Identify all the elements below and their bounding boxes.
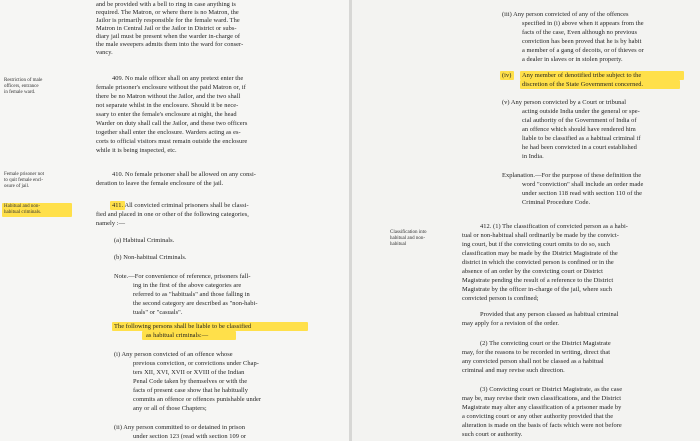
rule-412-1-line: 412. (1) The classification of convicted person as a habi-: [480, 223, 628, 230]
item-iii-line: specified in (i) above when it appears from the: [522, 20, 644, 27]
rule-412-1-line: classification may be made by the District Magistrate of the: [462, 250, 618, 257]
note-line: the second category are described as "non-habi-: [133, 300, 258, 307]
rule-410-line: 410. No female prisoner shall be allowed on any consi-: [112, 171, 256, 178]
margin-note-409: Restriction of male: [4, 78, 43, 83]
rule-412-2-line: (2) The convicting court or the District Magistrate: [480, 340, 611, 347]
item-iv-line: Any member of denotified tribe subject to the: [522, 72, 642, 79]
item-iii-line: a member of a gang of decoits, or of thieves or: [522, 47, 644, 54]
margin-note-410: to quit female encl-: [4, 178, 44, 183]
item-i-line: commits an offence or offences punishable under: [133, 396, 262, 403]
rule-409-line: 409. No male officer shall on any pretext enter the: [112, 75, 244, 82]
top-paragraph-line: and be provided with a bell to ring in case anything is: [96, 1, 236, 8]
proviso-line: Provided that any person classed as habitual criminal: [480, 311, 619, 318]
top-paragraph-line: the male sweepers admits them into the ward for conser-: [96, 41, 244, 48]
note-line: Note.—For convenience of reference, prisoners fall-: [114, 273, 251, 280]
item-i-line: (i) Any person convicted of an offence whose: [114, 351, 233, 358]
item-iv-number: (iv): [502, 72, 512, 79]
rule-412-1-line: Magistrate pending the result of a reference to the District: [462, 277, 614, 284]
rule-412-2-line: may, for the reasons to be recorded in writing, direct that: [462, 349, 611, 356]
item-v-line: he had been convicted in a court established: [522, 144, 637, 151]
rule-412-2-line: any convicted person shall not be classed as a habitual: [462, 358, 604, 365]
rule-409-line: Warder on duty shall call the Jailor, and these two officers: [96, 120, 248, 127]
margin-note-410: osure of jail.: [4, 184, 30, 189]
note-line: referred to as "habituals" and those falling in: [133, 291, 250, 298]
rule-409-line: not separate whilst in the enclosure. Should it be nece-: [96, 102, 239, 109]
margin-note-412: habitual and non-: [390, 236, 425, 241]
item-i-line: Penal Code taken by themselves or with the: [133, 378, 248, 385]
rule-412-3-line: Magistrate may alter any classification of a prisoner made by: [462, 404, 622, 411]
item-v-line: (v) Any person convicted by a Court or tribunal: [502, 99, 627, 106]
rule-412-1-line: tual or non-habitual shall ordinarily be made by the convict-: [462, 232, 619, 239]
item-iii-line: facts of the case, Even although no previous: [522, 29, 638, 36]
explanation-line: Criminal Procedure Code.: [522, 199, 591, 206]
item-i-line: ters XII, XVI, XVII or XVIII of the Indian: [133, 369, 245, 376]
rule-412-3-line: (3) Convicting court or District Magistrate, as the case: [480, 386, 623, 393]
highlighted-line: as habitual criminals:—: [146, 332, 209, 339]
rule-412-3-line: a convicting court or any other authority provided that the: [462, 413, 614, 420]
category-b: (b) Non-habitual Criminals.: [114, 254, 187, 261]
category-a: (a) Habitual Criminals.: [114, 237, 175, 244]
item-iii-line: conviction has been proved that he is by habit: [522, 38, 642, 45]
top-paragraph-line: required. The Matron, or where there is no Matron, the: [96, 9, 239, 16]
rule-409-line: ssary to enter the female's enclosure at night, the head: [96, 111, 237, 118]
margin-note-410: Female prisoner not: [4, 172, 44, 177]
rule-412-1-line: district in which the convicted person is confined or in the: [462, 259, 614, 266]
item-v-line: liable to be classified as a habitual criminal if: [522, 135, 641, 142]
item-iv-line: discretion of the State Government concerned.: [522, 81, 644, 88]
rule-409-line: corts to official visitors must remain outside the enclosure: [96, 138, 248, 145]
rule-410-line: deration to leave the female enclosure of the jail.: [96, 180, 224, 187]
rule-411-line: 411. All convicted criminal prisoners shall be classi-: [112, 202, 249, 209]
margin-note-412: habitual: [390, 242, 407, 247]
note-line: ing in the first of the above categories are: [133, 282, 242, 289]
rule-409-line: together shall enter the enclosure. Warders acting as es-: [96, 129, 241, 136]
margin-note-412: Classification into: [390, 230, 427, 235]
rule-412-1-line: convicted person is confined;: [462, 295, 539, 302]
top-paragraph-line: Jailor is primarily responsible for the female ward. The: [96, 17, 240, 24]
top-paragraph-line: Matron in Central Jail or the Jailor in District or subs-: [96, 25, 237, 32]
margin-note-411: habitual criminals.: [4, 210, 42, 215]
rule-411-line: namely :—: [96, 220, 126, 227]
rule-411-line: fied and placed in one or other of the following categories,: [96, 211, 249, 218]
margin-note-411: Habitual and non-: [4, 204, 41, 209]
rule-412-3-line: may be, may revise their own classifications, and the District: [462, 395, 622, 402]
item-v-line: an offence which should have rendered him: [522, 126, 636, 133]
top-paragraph-line: vancy.: [96, 49, 113, 56]
rule-409-line: female prisoner's enclosure without the paid Matron or, if: [96, 84, 246, 91]
rule-412-1-line: ing court, but if the convicting court omits to do so, such: [462, 241, 610, 248]
item-v-line: in India.: [522, 153, 544, 160]
item-iii-line: a dealer in slaves or in stolen property.: [522, 56, 623, 63]
item-ii-line: under section 123 (read with section 109 or: [133, 433, 247, 440]
margin-note-409: in female ward.: [4, 90, 36, 95]
item-i-line: previous conviction, or convictions under Chap-: [133, 360, 259, 367]
rule-412-3-line: alteration is made on the basis of facts which were not before: [462, 422, 622, 429]
item-v-line: acting outside India under the general or spe-: [522, 108, 640, 115]
item-ii-line: (ii) Any person committed to or detained in prison: [114, 424, 245, 431]
rule-409-line: there be no Matron without the Jailor, and the two shall: [96, 93, 241, 100]
rule-412-1-line: absence of an order by the convicting court or District: [462, 268, 603, 275]
item-iii-line: (iii) Any person convicted of any of the offences: [502, 11, 629, 18]
item-i-line: facts of present case show that he habitually: [133, 387, 248, 394]
rule-412-2-line: criminal and may revise such direction.: [462, 367, 565, 374]
highlighted-line: The following persons shall be liable to be classified: [114, 323, 252, 330]
item-v-line: cial authority of the Government of India of: [522, 117, 637, 124]
rule-412-3-line: such court or authority.: [462, 431, 523, 438]
rule-412-1-line: Magistrate by the officer in-charge of the jail, where such: [462, 286, 612, 293]
margin-note-409: officers, entrance: [4, 84, 39, 89]
right-page: [352, 0, 700, 441]
explanation-line: Explanation.—For the purpose of these definition the: [502, 172, 642, 179]
item-i-line: any or all of those Chapters;: [133, 405, 207, 412]
rule-409-line: while it is being inspected, etc.: [96, 147, 177, 154]
proviso-line: may apply for a revision of the order.: [462, 320, 560, 327]
explanation-line: under section 118 read with section 110 of the: [522, 190, 643, 197]
top-paragraph-line: diary jail must be present when the warder in-charge of: [96, 33, 241, 40]
explanation-line: word "conviction" shall include an order made: [522, 181, 644, 188]
note-line: tuals" or "casuals".: [133, 309, 183, 316]
left-page: [0, 0, 349, 441]
